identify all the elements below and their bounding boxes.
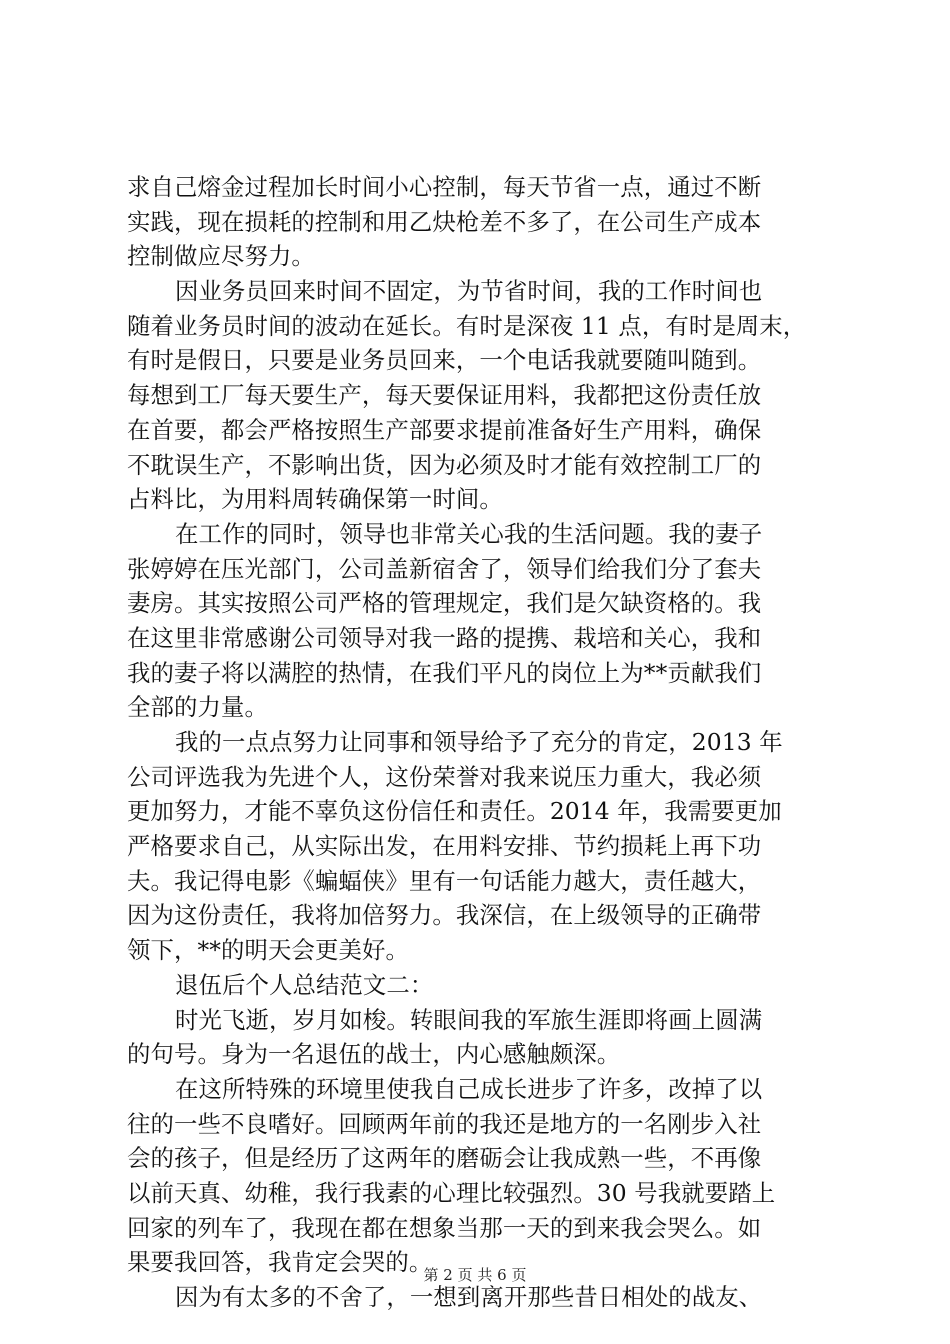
text-line: 回家的列车了，我现在都在想象当那一天的到来我会哭么。如: [127, 1213, 762, 1242]
text-line: 往的一些不良嗜好。回顾两年前的我还是地方的一名刚步入社: [127, 1109, 762, 1138]
text-line: 不耽误生产，不影响出货，因为必须及时才能有效控制工厂的: [127, 450, 762, 479]
text-line: 因为这份责任，我将加倍努力。我深信，在上级领导的正确带: [127, 901, 762, 930]
text-line: 在这里非常感谢公司领导对我一路的提携、栽培和关心，我和: [127, 623, 762, 652]
text-line: 张婷婷在压光部门，公司盖新宿舍了，领导们给我们分了套夫: [127, 554, 762, 583]
text-line: 在工作的同时，领导也非常关心我的生活问题。我的妻子: [175, 519, 763, 548]
text-line: 求自己熔金过程加长时间小心控制，每天节省一点，通过不断: [127, 173, 762, 201]
text-line: 更加努力，才能不辜负这份信任和责任。2014 年，我需要更加: [127, 797, 782, 826]
text-line: 的句号。身为一名退伍的战士，内心感触颇深。: [127, 1040, 621, 1069]
text-line: 我的妻子将以满腔的热情，在我们平凡的岗位上为**贡献我们: [127, 658, 762, 687]
text-line: 占料比，为用料周转确保第一时间。: [127, 485, 503, 514]
text-line: 每想到工厂每天要生产，每天要保证用料，我都把这份责任放: [127, 381, 762, 410]
text-line: 妻房。其实按照公司严格的管理规定，我们是欠缺资格的。我: [127, 589, 762, 618]
text-line: 果要我回答，我肯定会哭的。: [127, 1248, 433, 1277]
text-line: 因为有太多的不舍了，一想到离开那些昔日相处的战友、: [175, 1283, 763, 1311]
text-line: 控制做应尽努力。: [127, 242, 315, 271]
text-line: 在首要，都会严格按照生产部要求提前准备好生产用料，确保: [127, 415, 762, 444]
document-body: [127, 170, 837, 1315]
text-line: 退伍后个人总结范文二：: [175, 970, 434, 999]
text-line: 在这所特殊的环境里使我自己成长进步了许多，改掉了以: [175, 1074, 763, 1103]
text-line: 我的一点点努力让同事和领导给予了充分的肯定，2013 年: [175, 728, 783, 756]
text-line: 以前天真、幼稚，我行我素的心理比较强烈。30 号我就要踏上: [127, 1178, 776, 1207]
text-line: 全部的力量。: [127, 693, 268, 722]
text-line: 严格要求自己，从实际出发，在用料安排、节约损耗上再下功: [127, 832, 762, 861]
text-line: 时光飞逝，岁月如梭。转眼间我的军旅生涯即将画上圆满: [175, 1005, 763, 1034]
text-line: 公司评选我为先进个人，这份荣誉对我来说压力重大，我必须: [127, 762, 762, 791]
page-footer: 第 2 页 共 6 页: [423, 1266, 527, 1284]
text-line: 有时是假日，只要是业务员回来，一个电话我就要随叫随到。: [127, 346, 762, 375]
text-line: 随着业务员时间的波动在延长。有时是深夜 11 点，有时是周末，: [127, 311, 807, 340]
text-line: 会的孩子，但是经历了这两年的磨砺会让我成熟一些，不再像: [127, 1144, 762, 1173]
text-line: 夫。我记得电影《蝙蝠侠》里有一句话能力越大，责任越大，: [127, 866, 762, 895]
text-line: 因业务员回来时间不固定，为节省时间，我的工作时间也: [175, 277, 763, 306]
text-line: 领下，**的明天会更美好。: [127, 936, 409, 965]
text-line: 实践，现在损耗的控制和用乙炔枪差不多了，在公司生产成本: [127, 207, 762, 236]
